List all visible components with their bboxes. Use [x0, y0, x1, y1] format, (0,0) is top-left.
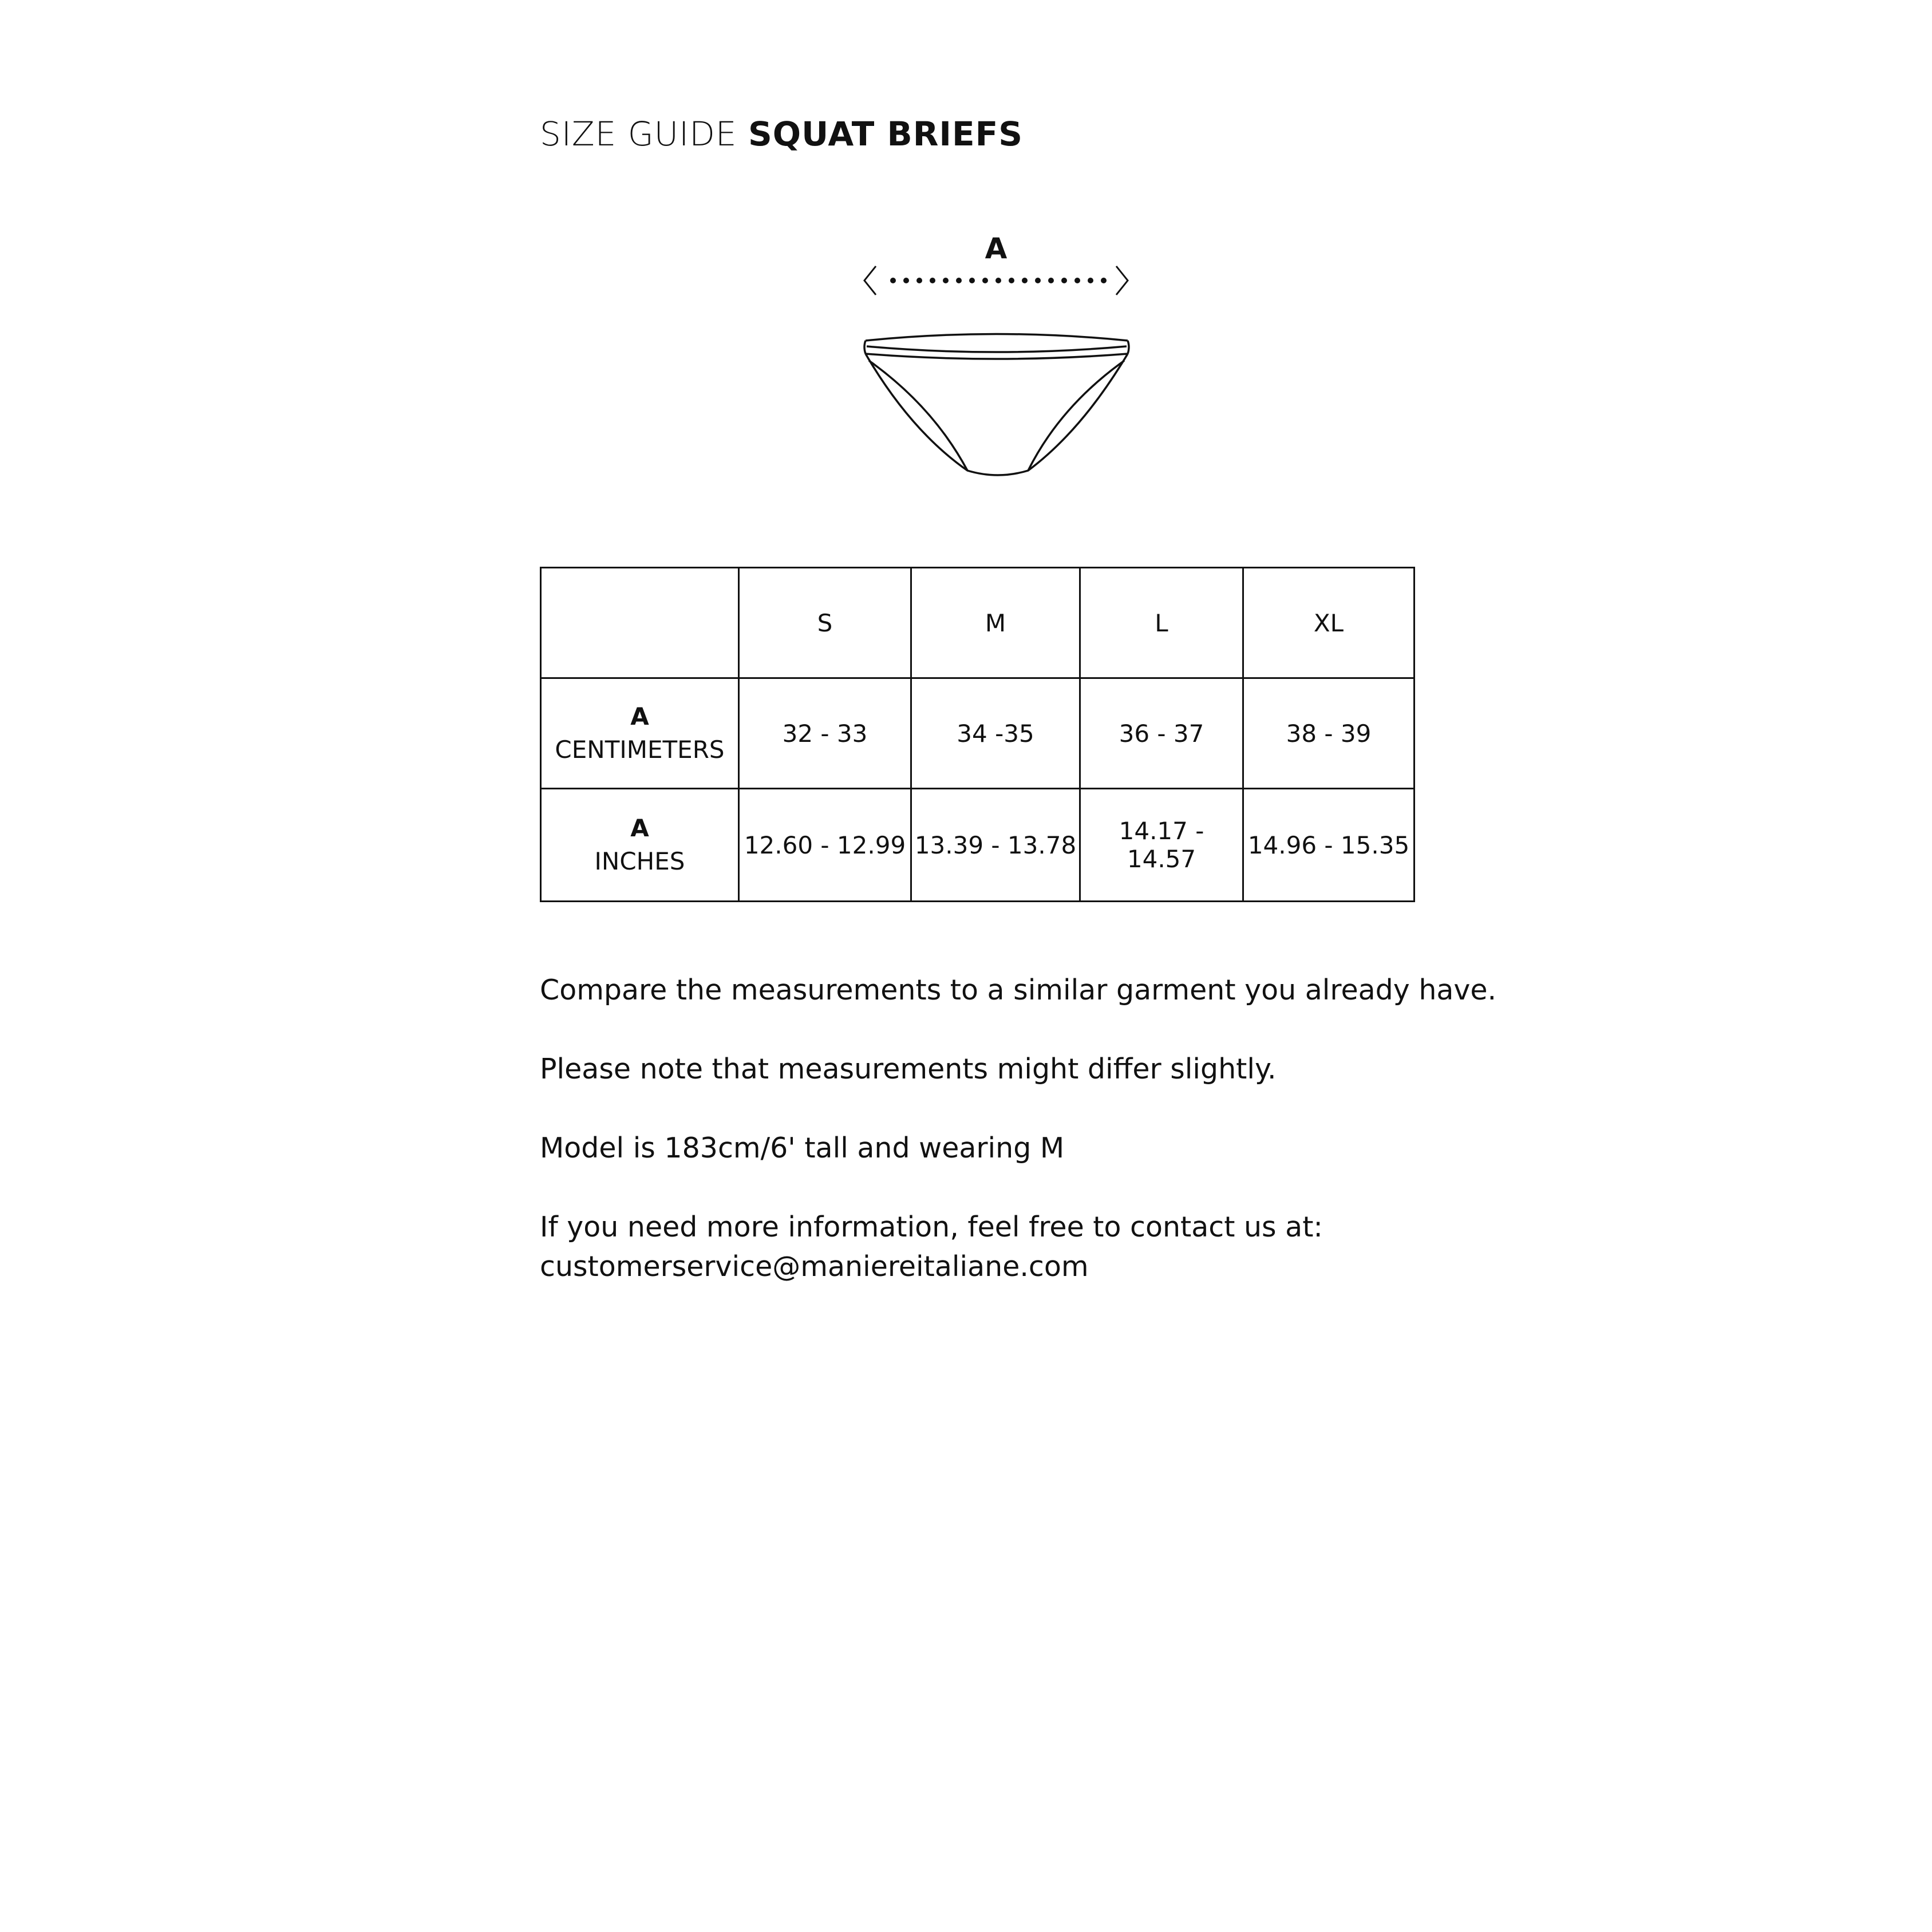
table-row-inches: [541, 789, 1415, 902]
table-cell: 14.17 - 14.57: [1080, 789, 1243, 902]
table-cell: 14.96 - 15.35: [1243, 789, 1415, 902]
note-differ: Please note that measurements might differ slightly.: [540, 1053, 1277, 1085]
table-cell: 36 - 37: [1080, 678, 1243, 789]
title-prefix: SIZE GUIDE: [540, 114, 737, 153]
size-table: [540, 567, 1415, 902]
contact-email-link[interactable]: customerservice@maniereitaliane.com: [540, 1250, 1089, 1283]
column-header-l: L: [1080, 568, 1243, 678]
column-header-m: M: [911, 568, 1080, 678]
table-cell: 34 -35: [911, 678, 1080, 789]
right-chevron-icon: [1116, 266, 1128, 295]
table-cell: 12.60 - 12.99: [739, 789, 911, 902]
note-model: Model is 183cm/6' tall and wearing M: [540, 1132, 1065, 1164]
row-label-letter: A: [630, 702, 649, 730]
table-row-centimeters: [541, 678, 1415, 789]
size-notes: [540, 970, 1570, 1286]
title-product-name: SQUAT BRIEFS: [748, 114, 1023, 153]
table-cell: 32 - 33: [739, 678, 911, 789]
note-compare: Compare the measurements to a similar garment you already have.: [540, 974, 1497, 1006]
table-header-row: [541, 568, 1415, 678]
table-cell: 38 - 39: [1243, 678, 1415, 789]
dotted-measure-line: [890, 278, 1107, 283]
row-label-inches: [541, 789, 739, 902]
table-cell: 13.39 - 13.78: [911, 789, 1080, 902]
row-label-unit: INCHES: [594, 847, 685, 875]
table-corner-cell: [541, 568, 739, 678]
row-label-centimeters: [541, 678, 739, 789]
left-chevron-icon: [864, 266, 876, 295]
briefs-outline-icon: [864, 334, 1129, 476]
note-contact: [540, 1207, 1570, 1286]
row-label-unit: CENTIMETERS: [555, 736, 725, 764]
briefs-diagram: [853, 223, 1139, 487]
measure-label-a: A: [985, 232, 1008, 265]
page-title: [540, 114, 1023, 153]
column-header-s: S: [739, 568, 911, 678]
row-label-letter: A: [630, 814, 649, 842]
column-header-xl: XL: [1243, 568, 1415, 678]
contact-line: If you need more information, feel free to contact us at:: [540, 1211, 1323, 1243]
